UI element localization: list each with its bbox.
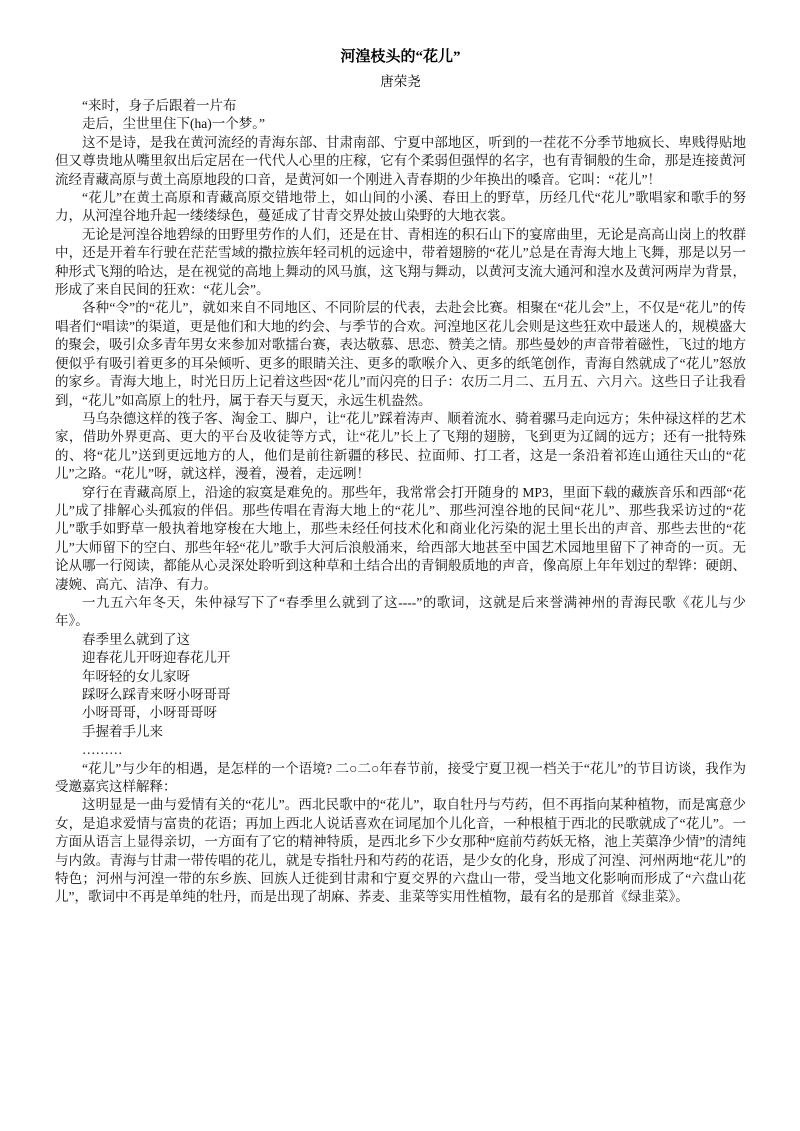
paragraph: 这明显是一曲与爱情有关的“花儿”。西北民歌中的“花儿”，取自牡丹与芍药，但不再指向某种植物，而是寓意少女，是追求爱情与富贵的花语；再加上西北人说话喜欢在词尾加个儿化音，一种根植于西北的民歌就成了“花儿”。一方面从语言上显得亲切，一方面有了它的精神特质，是西北乡下少女那种“庭前芍药妖无格，池上芙蕖净少情”的清纯与内敛。青海与甘肃一带传唱的花儿，就是专指牡丹和芍药的花语，是少女的化身，形成了河湟、河州两地“花儿”的特色；河州与河湟一带的东乡族、回族人迁徙到甘肃和宁夏交界的六盘山一带，受当地文化影响而形成了“六盘山花儿”，歌词中不再是单纯的牡丹，而是出现了胡麻、荞麦、韭菜等实用性植物，最有名的是那首《绿韭菜》。 <box>55 797 746 905</box>
verse-line: 春季里么就到了这 <box>82 631 190 647</box>
verse-line: 小呀哥哥，小呀哥哥呀 <box>82 705 217 721</box>
paragraph: 这不是诗，是我在黄河流经的青海东部、甘肃南部、宁夏中部地区，听到的一茬花不分季节地疯长、卑贱得贴地但又尊贵地从嘴里叙出后定居在一代代人心里的庄稼，它有个柔弱但强悍的名字，也有青铜般的生命，那是连接黄河流经青藏高原与黄土高原地段的口音，是黄河如一个刚进入青春期的少年换出的嗓音。它叫：“花儿”！ <box>55 134 746 187</box>
verse-line: ……… <box>82 742 123 758</box>
verse-line: 迎春花儿开呀迎春花儿开 <box>82 650 231 666</box>
document-title: 河湟枝头的“花儿” <box>340 49 461 65</box>
verse-line: 手握着手儿来 <box>82 723 163 739</box>
paragraph: “花儿”在黄土高原和青藏高原交错地带上，如山间的小溪、春田上的野草，历经几代“花儿”歌唱家和歌手的努力，从河湟谷地升起一缕缕绿色，蔓延成了甘青交界处披山染野的大地衣裳。 <box>55 190 746 224</box>
verse-line: 走后，尘世里住下(ha)一个梦。” <box>82 116 265 132</box>
verse-line: 年呀轻的女儿家呀 <box>82 668 190 684</box>
paragraph: 一九五六年冬天，朱仲禄写下了“春季里么就到了这----”的歌词，这就是后来誉满神州的青海民歌《花儿与少年》。 <box>55 594 746 629</box>
document-body <box>55 97 746 907</box>
verse-line: 踩呀么踩青来呀小呀哥哥 <box>82 687 231 702</box>
paragraph: 穿行在青藏高原上，沿途的寂寞是难免的。那些年，我常常会打开随身的 MP3，里面下载的藏族音乐和西部“花儿”成了排解心头孤寂的伴侣。那些传唱在青海大地上的“花儿”、那些河湟谷地的民间“花儿”、那些我采访过的“花儿”歌手如野草一般执着地穿梭在大地上，那些未经任何技术化和商业化污染的泥土里长出的声音、那些去世的“花儿”大师留下的空白、那些年轻“花儿”歌手大河后浪般涌来，给西部大地甚至中国艺术园地里留下了神奇的一页。无论从哪一行阅读，都能从心灵深处聆听到这种草和土结合出的青铜般质地的声音，像高原上年年划过的犁铧：硬朗、凄婉、高亢、洁净、有力。 <box>55 484 746 592</box>
paragraph: 无论是河湟谷地碧绿的田野里劳作的人们，还是在甘、青相连的积石山下的宴席曲里，无论是高高山岗上的牧群中，还是开着车行驶在茫茫雪域的撒拉族年轻司机的远途中，带着翅膀的“花儿”总是在青海大地上飞舞，那是以另一种形式飞翔的哈达，是在视觉的高地上舞动的风马旗，这飞翔与舞动，以黄河支流大通河和湟水及黄河两岸为背景，形成了来自民间的狂欢：“花儿会”。 <box>55 226 746 298</box>
verse-line: “来时，身子后跟着一片布 <box>82 98 237 113</box>
document-author: 唐荣尧 <box>380 74 421 89</box>
paragraph: 各种“令”的“花儿”，就如来自不同地区、不同阶层的代表，去赴会比赛。相聚在“花儿会”上，不仅是“花儿”的传唱者们“唱读”的渠道，更是他们和大地的约会、与季节的合欢。河湟地区花儿会则是这些狂欢中最迷人的，规模盛大的聚会，吸引众多青年男女来参加对歌擂台赛，表达敬慕、思恋、赞美之情。那些曼妙的声音带着磁性，飞过的地方便似乎有吸引着更多的耳朵倾听、更多的眼睛关注、更多的歌喉介入、更多的纸笔创作，青海自然就成了“花儿”怒放的家乡。青海大地上，时光日历上记着这些因“花儿”而闪亮的日子：农历二月二、五月五、六月六。这些日子让我看到，“花儿”如高原上的牡丹，属于春天与夏天，永远生机盎然。 <box>55 300 746 408</box>
paragraph: 马乌杂德这样的筏子客、淘金工、脚户，让“花儿”踩着涛声、顺着流水、骑着骡马走向远方；朱仲禄这样的艺术家，借助外界更高、更大的平台及收徒等方式，让“花儿”长上了飞翔的翅膀，飞到更为辽阔的远方；还有一批特殊的、将“花儿”送到更远地方的人，他们是前往新疆的移民、拉面师、打工者，这是一条沿着祁连山通往天山的“花儿”之路。“花儿”呀，就这样，漫着，漫着，走远咧！ <box>55 410 746 482</box>
paragraph: “花儿”与少年的相遇，是怎样的一个语境? 二○二○年春节前，接受宁夏卫视一档关于“花儿”的节目访谈，我作为受邀嘉宾这样解释： <box>55 760 746 795</box>
